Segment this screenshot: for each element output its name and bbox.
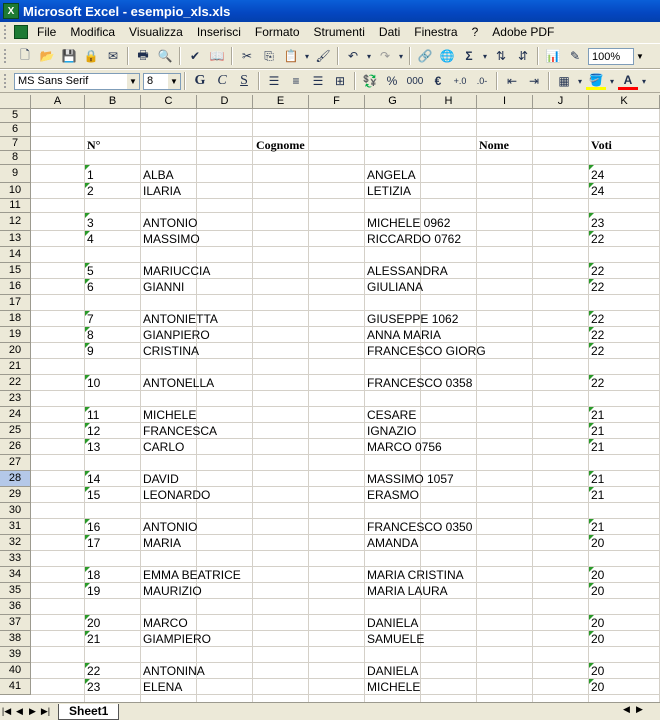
decrease-indent-icon[interactable]: ⇤	[506, 74, 518, 88]
redo-dropdown-icon[interactable]: ▾	[398, 51, 403, 61]
row-header-35[interactable]: 35	[0, 583, 31, 599]
borders-icon[interactable]: ▦	[558, 74, 570, 88]
cell-cognome[interactable]: MICHELE	[143, 408, 197, 422]
cell-number[interactable]: 5	[87, 264, 94, 278]
cell-voti[interactable]: 21	[591, 488, 605, 502]
font-color-dropdown-icon[interactable]: ▾	[641, 76, 646, 86]
row-header-31[interactable]: 31	[0, 519, 31, 535]
toolbar-separator	[337, 47, 339, 65]
row-header-37[interactable]: 37	[0, 615, 31, 631]
row-header-16[interactable]: 16	[0, 279, 31, 295]
document-icon[interactable]	[14, 25, 28, 39]
grid-line	[31, 246, 660, 247]
grid-line	[31, 598, 660, 599]
cell-number[interactable]: 15	[87, 488, 101, 502]
menu-bar	[0, 22, 660, 42]
grid-line	[31, 438, 660, 439]
borders-dropdown-icon[interactable]: ▾	[577, 76, 582, 86]
grid-line	[31, 630, 660, 631]
cell-nome[interactable]: MARCO 0756	[367, 440, 442, 454]
cell-cognome[interactable]: MARIA	[143, 536, 182, 550]
column-header-f[interactable]: F	[309, 95, 365, 109]
grid-line	[31, 278, 660, 279]
cell-voti[interactable]: 20	[591, 568, 605, 582]
cell-voti[interactable]: 21	[591, 472, 605, 486]
align-right-icon[interactable]: ☰	[312, 74, 324, 88]
row-header-23[interactable]: 23	[0, 391, 31, 407]
cell-cognome[interactable]: ALBA	[143, 168, 174, 182]
cell-number[interactable]: 18	[87, 568, 101, 582]
cell-nome[interactable]: GIUSEPPE 1062	[367, 312, 459, 326]
cut-icon[interactable]: ✂	[241, 49, 253, 63]
email-icon[interactable]: ✉	[107, 49, 119, 63]
cell-number[interactable]: 3	[87, 216, 94, 230]
grid-line	[31, 486, 660, 487]
cell-nome[interactable]: CESARE	[367, 408, 417, 422]
row-header-19[interactable]: 19	[0, 327, 31, 343]
cell-nome[interactable]: LETIZIA	[367, 184, 412, 198]
cell-nome[interactable]: FRANCESCO 0350	[367, 520, 473, 534]
font-size-value: 8	[147, 74, 154, 87]
cell-cognome[interactable]: MAURIZIO	[143, 584, 202, 598]
grid-line	[31, 422, 660, 423]
row-header-36[interactable]: 36	[0, 599, 31, 615]
grid-line	[31, 566, 660, 567]
window-title: Microsoft Excel - esempio_xls.xls	[23, 3, 231, 19]
grid-line	[31, 342, 660, 343]
cell-voti[interactable]: 21	[591, 440, 605, 454]
cell-number[interactable]: 21	[87, 632, 101, 646]
hyperlink-icon[interactable]: 🔗	[417, 49, 433, 63]
menu-dati[interactable]: Dati	[378, 25, 401, 39]
select-all-corner[interactable]	[0, 95, 31, 109]
cell-voti[interactable]: 22	[591, 280, 605, 294]
grid-line	[31, 294, 660, 295]
cell-voti[interactable]: 22	[591, 376, 605, 390]
column-header-h[interactable]: H	[421, 95, 477, 109]
cell-voti[interactable]: 24	[591, 184, 605, 198]
toolbar-separator	[354, 72, 356, 90]
cell-nome[interactable]: DANIELA	[367, 664, 419, 678]
cell-number[interactable]: 9	[87, 344, 94, 358]
row-header-5[interactable]: 5	[0, 109, 31, 123]
row-header-8[interactable]: 8	[0, 151, 31, 165]
decrease-decimal-icon[interactable]: .0-	[476, 76, 488, 86]
cell-nome[interactable]: AMANDA	[367, 536, 419, 550]
cell-number[interactable]: 1	[87, 168, 94, 182]
cell-voti[interactable]: 20	[591, 664, 605, 678]
autosum-icon[interactable]: Σ	[465, 49, 473, 63]
toolbar-separator	[184, 72, 186, 90]
grid-line	[31, 470, 660, 471]
grid-line	[31, 374, 660, 375]
row-header-22[interactable]: 22	[0, 375, 31, 391]
row-header-27[interactable]: 27	[0, 455, 31, 471]
row-header-7[interactable]: 7	[0, 137, 31, 151]
grid-line	[31, 582, 660, 583]
menu-help[interactable]: ?	[471, 25, 479, 39]
toolbar-separator	[537, 47, 539, 65]
cell-voti[interactable]: 23	[591, 216, 605, 230]
row-header-20[interactable]: 20	[0, 343, 31, 359]
grid-line	[31, 662, 660, 663]
toolbar-separator	[496, 72, 498, 90]
cell-cognome[interactable]: DAVID	[143, 472, 179, 486]
fill-color-dropdown-icon[interactable]: ▾	[609, 76, 614, 86]
grid-line	[31, 122, 660, 123]
print-icon[interactable]: 🖶	[137, 47, 149, 62]
column-header-e[interactable]: E	[253, 95, 309, 109]
grid-line	[31, 406, 660, 407]
row-header-15[interactable]: 15	[0, 263, 31, 279]
chevron-down-icon[interactable]: ▼	[127, 74, 139, 89]
currency-style-icon[interactable]: 💱	[362, 74, 378, 88]
row-header-11[interactable]: 11	[0, 199, 31, 213]
column-header-g[interactable]: G	[365, 95, 421, 109]
cell-nome[interactable]: GIULIANA	[367, 280, 424, 294]
column-header-c[interactable]: C	[141, 95, 197, 109]
toolbar-separator	[258, 72, 260, 90]
grid-line	[31, 454, 660, 455]
cell-nome[interactable]: RICCARDO 0762	[367, 232, 462, 246]
cell-number[interactable]: 13	[87, 440, 101, 454]
column-title-nome[interactable]: Nome	[479, 138, 509, 152]
cell-nome[interactable]: MARIA LAURA	[367, 584, 448, 598]
cell-cognome[interactable]: ELENA	[143, 680, 183, 694]
undo-icon[interactable]: ↶	[347, 49, 359, 63]
cell-cognome[interactable]: GIAMPIERO	[143, 632, 212, 646]
cell-cognome[interactable]: GIANNI	[143, 280, 185, 294]
sort-ascending-icon[interactable]: ⇅	[495, 49, 507, 63]
menu-adobe-pdf[interactable]: Adobe PDF	[492, 25, 555, 39]
grid-line	[31, 150, 660, 151]
cell-nome[interactable]: MASSIMO 1057	[367, 472, 454, 486]
toolbar-separator	[127, 47, 129, 65]
row-header-41[interactable]: 41	[0, 679, 31, 695]
row-header-9[interactable]: 9	[0, 165, 31, 183]
row-header-21[interactable]: 21	[0, 359, 31, 375]
toolbar-separator	[409, 47, 411, 65]
cell-number[interactable]: 2	[87, 184, 94, 198]
cell-number[interactable]: 4	[87, 232, 94, 246]
column-header-b[interactable]: B	[85, 95, 141, 109]
sheet-tab-sheet1[interactable]: Sheet1	[58, 704, 119, 720]
spelling-icon[interactable]: ✔	[189, 49, 201, 63]
increase-decimal-icon[interactable]: +.0	[453, 76, 467, 86]
research-icon[interactable]: 📖	[209, 49, 225, 63]
row-header-6[interactable]: 6	[0, 123, 31, 137]
cell-voti[interactable]: 22	[591, 344, 605, 358]
first-sheet-icon[interactable]: |◀	[1, 706, 12, 716]
cell-nome[interactable]: ANNA MARIA	[367, 328, 442, 342]
column-header-a[interactable]: A	[31, 95, 85, 109]
grid-line	[31, 646, 660, 647]
last-sheet-icon[interactable]: ▶|	[40, 706, 51, 716]
row-header-10[interactable]: 10	[0, 183, 31, 199]
toolbar-separator	[548, 72, 550, 90]
font-name-select[interactable]	[14, 73, 140, 90]
open-folder-icon[interactable]: 📂	[39, 49, 55, 63]
cell-voti[interactable]: 22	[591, 232, 605, 246]
undo-dropdown-icon[interactable]: ▾	[366, 51, 371, 61]
cell-nome[interactable]: MICHELE 0962	[367, 216, 451, 230]
font-color-icon[interactable]: A	[618, 72, 638, 90]
cell-voti[interactable]: 24	[591, 168, 605, 182]
cell-voti[interactable]: 20	[591, 616, 605, 630]
grid-line	[31, 198, 660, 199]
grid-line	[31, 678, 660, 679]
cell-nome[interactable]: ERASMO	[367, 488, 420, 502]
cell-nome[interactable]: SAMUELE	[367, 632, 425, 646]
scroll-right-icon[interactable]: ▶	[636, 704, 643, 714]
menu-file[interactable]: File	[37, 25, 57, 39]
row-header-32[interactable]: 32	[0, 535, 31, 551]
row-header-33[interactable]: 33	[0, 551, 31, 567]
new-document-icon[interactable]: 🗋	[20, 47, 30, 62]
cell-cognome[interactable]: CRISTINA	[143, 344, 200, 358]
cell-nome[interactable]: MARIA CRISTINA	[367, 568, 464, 582]
menu-formato[interactable]: Formato	[254, 25, 300, 39]
cell-number[interactable]: 12	[87, 424, 101, 438]
grid-line	[31, 614, 660, 615]
cell-voti[interactable]: 21	[591, 520, 605, 534]
sort-descending-icon[interactable]: ⇵	[517, 49, 529, 63]
sheet-tab-bar	[0, 702, 660, 720]
cell-cognome[interactable]: ANTONINA	[143, 664, 205, 678]
prev-sheet-icon[interactable]: ◀	[16, 706, 23, 716]
toolbar-grip[interactable]	[4, 49, 10, 63]
underline-button[interactable]: S	[240, 73, 248, 88]
cell-cognome[interactable]: CARLO	[143, 440, 185, 454]
grid-line	[31, 230, 660, 231]
row-header-38[interactable]: 38	[0, 631, 31, 647]
print-preview-icon[interactable]: 🔍	[157, 49, 173, 63]
italic-button[interactable]: C	[217, 73, 227, 88]
increase-indent-icon[interactable]: ⇥	[528, 74, 540, 88]
cell-number[interactable]: 17	[87, 536, 101, 550]
grid-line	[31, 326, 660, 327]
grid-line	[31, 694, 660, 695]
column-header-j[interactable]: J	[533, 95, 589, 109]
menu-grip-handle[interactable]	[4, 25, 10, 39]
cell-voti[interactable]: 20	[591, 584, 605, 598]
column-title-num[interactable]: N°	[87, 138, 101, 152]
cell-number[interactable]: 6	[87, 280, 94, 294]
cell-cognome[interactable]: ANTONIO	[143, 520, 198, 534]
row-header-13[interactable]: 13	[0, 231, 31, 247]
cell-number[interactable]: 23	[87, 680, 101, 694]
format-painter-icon[interactable]: 🖌	[315, 49, 331, 63]
cell-voti[interactable]: 21	[591, 408, 605, 422]
thousands-separator-button[interactable]: 000	[406, 75, 424, 87]
scroll-left-icon[interactable]: ◀	[623, 704, 630, 714]
paste-icon[interactable]: 📋	[283, 49, 299, 63]
cell-cognome[interactable]: MARIUCCIA	[143, 264, 211, 278]
grid-line	[31, 136, 660, 137]
percent-style-button[interactable]: %	[386, 74, 398, 88]
column-title-cognome[interactable]: Cognome	[256, 138, 305, 152]
cell-cognome[interactable]: ANTONELLA	[143, 376, 215, 390]
menu-modifica[interactable]: Modifica	[70, 25, 116, 39]
cell-number[interactable]: 7	[87, 312, 94, 326]
grid-line	[31, 164, 660, 165]
align-left-icon[interactable]: ☰	[268, 74, 280, 88]
cell-nome[interactable]: ANGELA	[367, 168, 416, 182]
toolbar-separator	[179, 47, 181, 65]
row-header-14[interactable]: 14	[0, 247, 31, 263]
grid-line	[31, 358, 660, 359]
cell-nome[interactable]: MICHELE	[367, 680, 421, 694]
cell-voti[interactable]: 20	[591, 632, 605, 646]
cell-voti[interactable]: 22	[591, 264, 605, 278]
cell-number[interactable]: 8	[87, 328, 94, 342]
column-header-k[interactable]: K	[589, 95, 660, 109]
row-header-18[interactable]: 18	[0, 311, 31, 327]
cell-number[interactable]: 16	[87, 520, 101, 534]
cell-number[interactable]: 14	[87, 472, 101, 486]
cell-cognome[interactable]: ANTONIETTA	[143, 312, 218, 326]
cell-cognome[interactable]: GIANPIERO	[143, 328, 210, 342]
column-header-d[interactable]: D	[197, 95, 253, 109]
cell-number[interactable]: 20	[87, 616, 101, 630]
menu-finestra[interactable]: Finestra	[414, 25, 458, 39]
cell-number[interactable]: 19	[87, 584, 101, 598]
cell-nome[interactable]: FRANCESCO 0358	[367, 376, 473, 390]
row-header-24[interactable]: 24	[0, 407, 31, 423]
cell-cognome[interactable]: ILARIA	[143, 184, 182, 198]
zoom-dropdown-icon[interactable]: ▼	[636, 51, 644, 61]
row-header-25[interactable]: 25	[0, 423, 31, 439]
cell-voti[interactable]: 22	[591, 312, 605, 326]
redo-icon[interactable]: ↷	[379, 49, 391, 63]
cell-nome[interactable]: FRANCESCO GIORG	[367, 344, 486, 358]
grid-line	[31, 518, 660, 519]
cell-cognome[interactable]: FRANCESCA	[143, 424, 218, 438]
row-header-39[interactable]: 39	[0, 647, 31, 663]
menu-strumenti[interactable]: Strumenti	[313, 25, 365, 39]
grid-line	[31, 310, 660, 311]
grid-line	[31, 390, 660, 391]
chevron-down-icon[interactable]: ▼	[168, 74, 180, 89]
grid-line	[31, 212, 660, 213]
font-name-value: MS Sans Serif	[18, 74, 89, 87]
cell-voti[interactable]: 20	[591, 536, 605, 550]
cell-voti[interactable]: 21	[591, 424, 605, 438]
grid-line	[31, 502, 660, 503]
worksheet-grid[interactable]	[0, 95, 660, 702]
row-header-40[interactable]: 40	[0, 663, 31, 679]
menu-inserisci[interactable]: Inserisci	[196, 25, 241, 39]
autosum-dropdown-icon[interactable]: ▾	[482, 51, 487, 61]
paste-dropdown-icon[interactable]: ▾	[304, 51, 309, 61]
cell-cognome[interactable]: EMMA BEATRICE	[143, 568, 241, 582]
permission-icon[interactable]: 🔒	[83, 49, 99, 63]
grid-line	[31, 182, 660, 183]
standard-toolbar	[0, 43, 660, 69]
copy-icon[interactable]: ⎘	[264, 48, 274, 63]
grid-line	[31, 534, 660, 535]
cell-nome[interactable]: ALESSANDRA	[367, 264, 448, 278]
cell-cognome[interactable]: LEONARDO	[143, 488, 211, 502]
cell-nome[interactable]: DANIELA	[367, 616, 419, 630]
cell-nome[interactable]: IGNAZIO	[367, 424, 417, 438]
cell-cognome[interactable]: ANTONIO	[143, 216, 198, 230]
row-header-12[interactable]: 12	[0, 213, 31, 231]
grid-line	[31, 550, 660, 551]
row-header-28[interactable]: 28	[0, 471, 31, 487]
cell-number[interactable]: 11	[87, 408, 100, 422]
title-bar	[0, 0, 660, 22]
grid-line	[31, 262, 660, 263]
drawing-icon[interactable]: ✎	[569, 49, 581, 63]
cell-voti[interactable]: 20	[591, 680, 605, 694]
row-header-30[interactable]: 30	[0, 503, 31, 519]
row-header-26[interactable]: 26	[0, 439, 31, 455]
save-icon[interactable]: 💾	[61, 49, 77, 63]
cell-number[interactable]: 10	[87, 376, 101, 390]
cell-cognome[interactable]: MASSIMO	[143, 232, 200, 246]
zoom-select[interactable]: 100%	[588, 48, 634, 65]
row-header-34[interactable]: 34	[0, 567, 31, 583]
column-header-i[interactable]: I	[477, 95, 533, 109]
toolbar-separator	[231, 47, 233, 65]
chart-wizard-icon[interactable]: 📊	[545, 49, 561, 63]
excel-app-icon[interactable]: X	[3, 3, 19, 19]
next-sheet-icon[interactable]: ▶	[29, 706, 36, 716]
cell-cognome[interactable]: MARCO	[143, 616, 188, 630]
row-header-29[interactable]: 29	[0, 487, 31, 503]
cell-number[interactable]: 22	[87, 664, 101, 678]
cell-voti[interactable]: 22	[591, 328, 605, 342]
font-size-select[interactable]	[143, 73, 181, 90]
formatting-toolbar	[0, 69, 660, 93]
bold-button[interactable]: G	[194, 73, 206, 88]
toolbar-grip[interactable]	[4, 74, 10, 88]
euro-button[interactable]: €	[434, 74, 442, 88]
horizontal-scrollbar[interactable]	[620, 704, 660, 719]
row-header-17[interactable]: 17	[0, 295, 31, 311]
globe-icon[interactable]: 🌐	[439, 49, 455, 63]
menu-visualizza[interactable]: Visualizza	[129, 25, 183, 39]
column-title-voti[interactable]: Voti	[591, 138, 612, 152]
merge-center-icon[interactable]: ⊞	[334, 74, 346, 88]
fill-color-icon[interactable]: 🪣	[586, 72, 606, 90]
align-center-icon[interactable]: ≡	[292, 74, 300, 88]
